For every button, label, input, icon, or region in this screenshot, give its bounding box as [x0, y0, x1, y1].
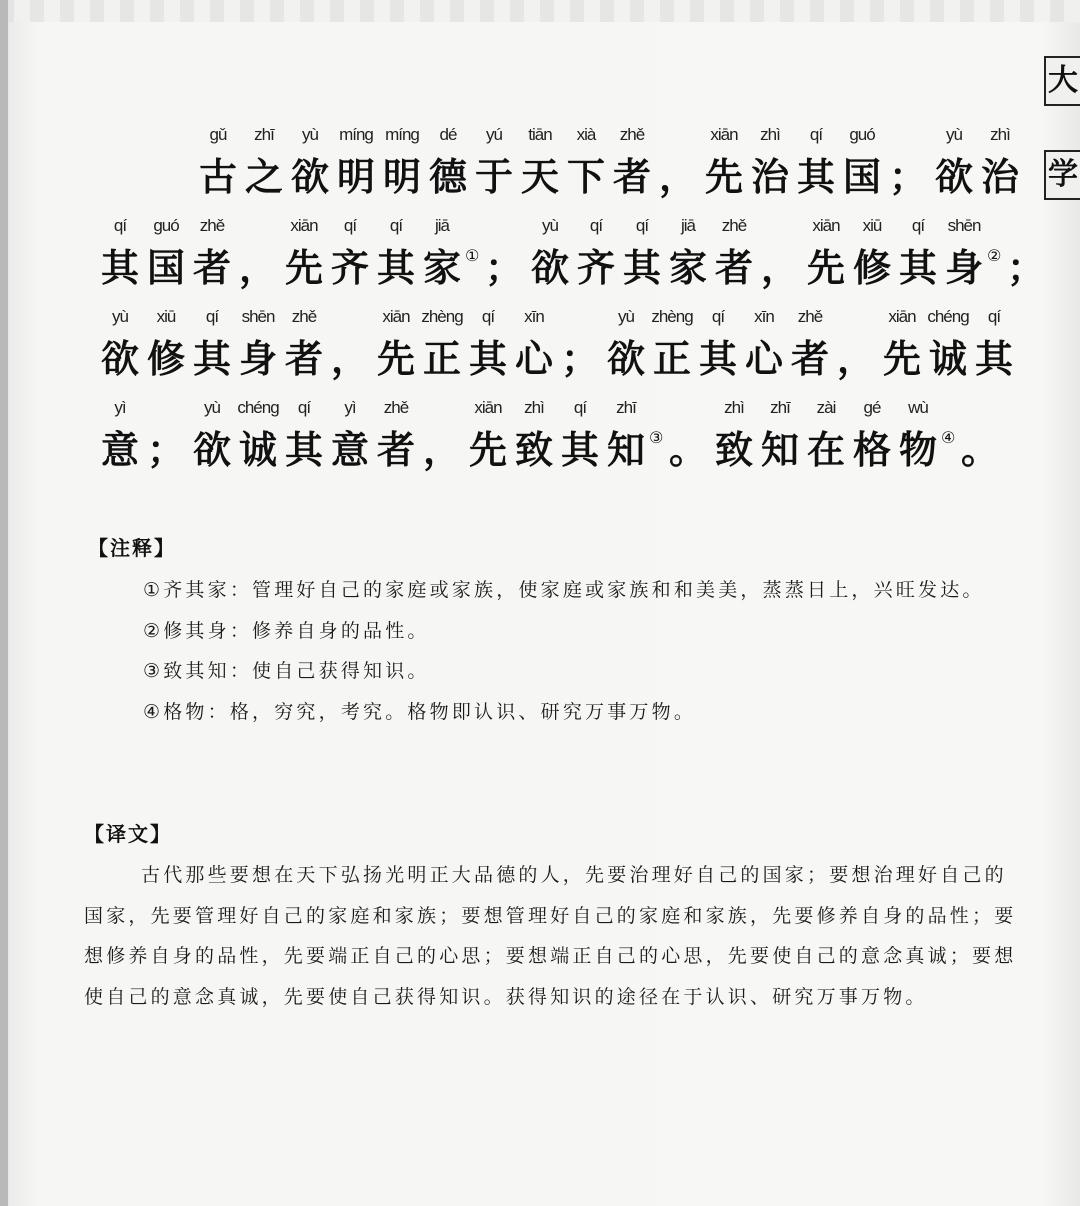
translation-title: 【译文】 [84, 822, 172, 846]
verse-character [189, 300, 235, 384]
hanzi: 修 [852, 245, 891, 290]
translation-body [84, 855, 1019, 1017]
verse-character [327, 391, 373, 475]
hanzi: ； [146, 427, 185, 472]
adjacent-page-char: 学 [1044, 150, 1080, 200]
pinyin [665, 391, 711, 425]
classical-verse-with-pinyin [97, 118, 1057, 482]
hanzi: 家 [422, 245, 461, 290]
hanzi: 下 [566, 154, 605, 199]
pinyin [957, 391, 1003, 425]
pinyin: zhī [254, 125, 274, 144]
pinyin: yù [542, 216, 558, 235]
hanzi: 知 [606, 427, 645, 472]
hanzi: 古 [198, 154, 237, 199]
pinyin: yù [618, 307, 634, 326]
pinyin: qí [297, 398, 311, 417]
verse-character [879, 300, 925, 384]
pinyin: yì [344, 398, 356, 417]
verse-character [481, 209, 527, 293]
pinyin: xiān [710, 125, 738, 144]
verse-character [143, 391, 189, 475]
verse-character [787, 300, 833, 384]
hanzi: 意 [330, 427, 369, 472]
verse-character [971, 300, 1017, 384]
verse-character [419, 391, 465, 475]
notes-title: 【注释】 [88, 536, 176, 560]
verse-character [603, 391, 665, 475]
pinyin: qí [711, 307, 725, 326]
verse-character [941, 209, 1003, 293]
pinyin: míng [385, 125, 419, 144]
pinyin: zhèng [421, 307, 463, 326]
verse-character [143, 209, 189, 293]
hanzi: 心 [514, 336, 553, 381]
verse-character [895, 209, 941, 293]
verse-character [287, 118, 333, 202]
hanzi: 正 [422, 336, 461, 381]
pinyin: zhì [524, 398, 544, 417]
note-item: ③致其知：使自己获得知识。 [143, 660, 430, 682]
verse-character [665, 391, 711, 475]
pinyin [419, 391, 465, 425]
hanzi: 先 [704, 154, 743, 199]
verse-character [619, 209, 665, 293]
hanzi: 明 [336, 154, 375, 199]
pinyin [143, 391, 189, 425]
verse-character [189, 391, 235, 475]
verse-character [235, 391, 281, 475]
pinyin: yù [946, 125, 962, 144]
pinyin: yù [112, 307, 128, 326]
adjacent-page-char: 大 [1044, 56, 1080, 106]
footnote-marker: ④ [941, 428, 956, 447]
pinyin: xiān [812, 216, 840, 235]
hanzi: 正 [652, 336, 691, 381]
hanzi: 先 [468, 427, 507, 472]
verse-character [957, 391, 1003, 475]
verse-character [711, 209, 757, 293]
footnote-marker: ② [987, 246, 1002, 265]
hanzi: 先 [376, 336, 415, 381]
pinyin: qí [113, 216, 127, 235]
verse-character [373, 391, 419, 475]
hanzi: 意 [100, 427, 139, 472]
pinyin [557, 300, 603, 334]
verse-character [373, 209, 419, 293]
verse-line [97, 300, 1057, 391]
pinyin [327, 300, 373, 334]
verse-character [833, 300, 879, 384]
verse-character [373, 300, 419, 384]
verse-character [803, 391, 849, 475]
footnote-marker: ③ [649, 428, 664, 447]
verse-character [327, 209, 373, 293]
verse-character [563, 118, 609, 202]
verse-character [757, 209, 803, 293]
hanzi: 其 [898, 245, 937, 290]
pinyin: zài [816, 398, 836, 417]
hanzi: 之 [244, 154, 283, 199]
pinyin: jiā [434, 216, 449, 235]
verse-character [511, 300, 557, 384]
verse-character [333, 118, 379, 202]
pinyin: qí [389, 216, 403, 235]
hanzi: ， [422, 427, 461, 472]
pinyin: míng [339, 125, 373, 144]
pinyin: qí [911, 216, 925, 235]
verse-character [609, 118, 655, 202]
verse-character [425, 118, 471, 202]
verse-character [747, 118, 793, 202]
pinyin [655, 118, 701, 152]
hanzi: 天 [520, 154, 559, 199]
hanzi: 先 [806, 245, 845, 290]
hanzi: 在 [806, 427, 845, 472]
hanzi: 诚 [238, 427, 277, 472]
pinyin: chéng [927, 307, 969, 326]
pinyin: zhì [760, 125, 780, 144]
pinyin: tiān [528, 125, 552, 144]
pinyin: xià [576, 125, 596, 144]
verse-character [711, 391, 757, 475]
verse-character [143, 300, 189, 384]
hanzi: 其 [796, 154, 835, 199]
verse-character [97, 300, 143, 384]
hanzi: 欲 [606, 336, 645, 381]
hanzi: ， [760, 245, 799, 290]
hanzi: 欲 [100, 336, 139, 381]
pinyin: zhě [797, 307, 823, 326]
verse-line [97, 118, 1057, 209]
verse-character [849, 209, 895, 293]
hanzi: 于 [474, 154, 513, 199]
verse-character [557, 391, 603, 475]
hanzi: 。 [960, 427, 999, 472]
pinyin: zhě [291, 307, 317, 326]
verse-character [849, 391, 895, 475]
verse-character [665, 209, 711, 293]
note-item: ①齐其家：管理好自己的家庭或家族，使家庭或家族和和美美，蒸蒸日上，兴旺发达。 [143, 579, 985, 601]
pinyin: yù [204, 398, 220, 417]
hanzi: 知 [760, 427, 799, 472]
verse-character [885, 118, 931, 202]
pinyin: zhě [383, 398, 409, 417]
hanzi: 其 [560, 427, 599, 472]
hanzi: 身 [238, 336, 277, 381]
verse-character [701, 118, 747, 202]
verse-character [511, 391, 557, 475]
note-item: ④格物：格，穷究，考究。格物即认识、研究万事万物。 [143, 700, 697, 723]
verse-character [839, 118, 885, 202]
verse-character [235, 300, 281, 384]
verse-character [419, 209, 481, 293]
pinyin: xiū [156, 307, 176, 326]
pinyin: zhě [199, 216, 225, 235]
verse-character [931, 118, 977, 202]
verse-character [741, 300, 787, 384]
translation-text: 古代那些要想在天下弘扬光明正大品德的人，先要治理好自己的国家；要想治理好自己的国家，先要管理好自己的家庭和家族；要想管理好自己的家庭和家族，先要修养自身的品性；要想修养自身的品性，先要端正自己的心思；要想端正自己的心思，先要使自己的意念真诚；要想使自己的意念真诚，先要使自己获得知识。获得知识的途径在于认识、研究万事万物。 [84, 864, 1017, 1008]
pinyin: yù [302, 125, 318, 144]
pinyin: guó [849, 125, 875, 144]
hanzi: 欲 [934, 154, 973, 199]
verse-character [189, 209, 235, 293]
pinyin [833, 300, 879, 334]
pinyin: gǔ [209, 125, 227, 144]
pinyin: zhě [721, 216, 747, 235]
page-edge [0, 0, 8, 1206]
pinyin: qí [987, 307, 1001, 326]
verse-character [281, 391, 327, 475]
hanzi: 身 [944, 245, 983, 290]
pinyin: zhì [724, 398, 744, 417]
hanzi: 治 [750, 154, 789, 199]
pinyin: chéng [237, 398, 279, 417]
footnote-marker: ① [465, 246, 480, 265]
pinyin [235, 209, 281, 243]
hanzi: ； [888, 154, 927, 199]
verse-character [925, 300, 971, 384]
pinyin: shēn [241, 307, 275, 326]
verse-character [419, 300, 465, 384]
verse-character [235, 209, 281, 293]
hanzi: 物 [898, 427, 937, 472]
verse-character [655, 118, 701, 202]
pinyin: zhě [619, 125, 645, 144]
verse-line [97, 391, 1057, 482]
verse-character [757, 391, 803, 475]
hanzi: 者 [376, 427, 415, 472]
pinyin: yú [486, 125, 502, 144]
hanzi: 齐 [330, 245, 369, 290]
pinyin: qí [481, 307, 495, 326]
hanzi: 其 [284, 427, 323, 472]
verse-character [517, 118, 563, 202]
pinyin: zhì [990, 125, 1010, 144]
verse-character [573, 209, 619, 293]
hanzi: 国 [842, 154, 881, 199]
pinyin: xīn [524, 307, 544, 326]
hanzi: ， [238, 245, 277, 290]
hanzi: 。 [668, 427, 707, 472]
hanzi: 德 [428, 154, 467, 199]
hanzi: 其 [192, 336, 231, 381]
hanzi: 家 [668, 245, 707, 290]
pinyin: qí [205, 307, 219, 326]
pinyin: qí [589, 216, 603, 235]
hanzi: ； [560, 336, 599, 381]
hanzi: 其 [100, 245, 139, 290]
verse-line [97, 209, 1057, 300]
hanzi: 欲 [530, 245, 569, 290]
verse-character [281, 209, 327, 293]
pinyin [885, 118, 931, 152]
hanzi: 者 [192, 245, 231, 290]
pinyin: zhèng [651, 307, 693, 326]
note-item: ②修其身：修养自身的品性。 [143, 619, 430, 642]
pinyin: zhī [770, 398, 790, 417]
pinyin: shēn [947, 216, 981, 235]
hanzi: 其 [698, 336, 737, 381]
hanzi: 致 [514, 427, 553, 472]
pinyin [481, 209, 527, 243]
hanzi: 格 [852, 427, 891, 472]
verse-character [649, 300, 695, 384]
hanzi: 其 [376, 245, 415, 290]
verse-character [695, 300, 741, 384]
pinyin: wù [908, 398, 928, 417]
verse-character [97, 391, 143, 475]
hanzi: 治 [980, 154, 1019, 199]
hanzi: 者 [714, 245, 753, 290]
pinyin: gé [863, 398, 881, 417]
pinyin: jiā [680, 216, 695, 235]
pinyin: zhī [616, 398, 636, 417]
pinyin: qí [809, 125, 823, 144]
hanzi: 齐 [576, 245, 615, 290]
verse-character [281, 300, 327, 384]
hanzi: 先 [284, 245, 323, 290]
notes-list [86, 570, 1021, 732]
hanzi: 诚 [928, 336, 967, 381]
pinyin: qí [573, 398, 587, 417]
verse-character [241, 118, 287, 202]
decorative-header-band [0, 0, 1080, 22]
hanzi: 其 [468, 336, 507, 381]
hanzi: 先 [882, 336, 921, 381]
hanzi: 者 [612, 154, 651, 199]
hanzi: 其 [622, 245, 661, 290]
hanzi: 国 [146, 245, 185, 290]
hanzi: ， [836, 336, 875, 381]
hanzi: 明 [382, 154, 421, 199]
verse-character [527, 209, 573, 293]
pinyin: xiū [862, 216, 882, 235]
hanzi: ； [1006, 245, 1045, 290]
hanzi: 欲 [290, 154, 329, 199]
hanzi: 者 [284, 336, 323, 381]
verse-character [327, 300, 373, 384]
hanzi: 其 [974, 336, 1013, 381]
verse-character [803, 209, 849, 293]
pinyin: xīn [754, 307, 774, 326]
pinyin: xiān [474, 398, 502, 417]
hanzi: 心 [744, 336, 783, 381]
hanzi: ； [484, 245, 523, 290]
hanzi: ， [658, 154, 697, 199]
verse-character [1003, 209, 1049, 293]
hanzi: 致 [714, 427, 753, 472]
verse-character [793, 118, 839, 202]
verse-character [465, 391, 511, 475]
pinyin: guó [153, 216, 179, 235]
pinyin: yì [114, 398, 126, 417]
verse-character [603, 300, 649, 384]
verse-character [471, 118, 517, 202]
verse-character [195, 118, 241, 202]
pinyin: xiān [290, 216, 318, 235]
pinyin [1003, 209, 1049, 243]
hanzi: 欲 [192, 427, 231, 472]
hanzi: ， [330, 336, 369, 381]
pinyin: qí [635, 216, 649, 235]
hanzi: 修 [146, 336, 185, 381]
verse-character [97, 209, 143, 293]
pinyin [757, 209, 803, 243]
verse-character [895, 391, 957, 475]
pinyin: xiān [382, 307, 410, 326]
pinyin: xiān [888, 307, 916, 326]
verse-character [379, 118, 425, 202]
pinyin: dé [439, 125, 457, 144]
hanzi: 者 [790, 336, 829, 381]
verse-character [465, 300, 511, 384]
verse-character [977, 118, 1023, 202]
pinyin: qí [343, 216, 357, 235]
verse-character [557, 300, 603, 384]
